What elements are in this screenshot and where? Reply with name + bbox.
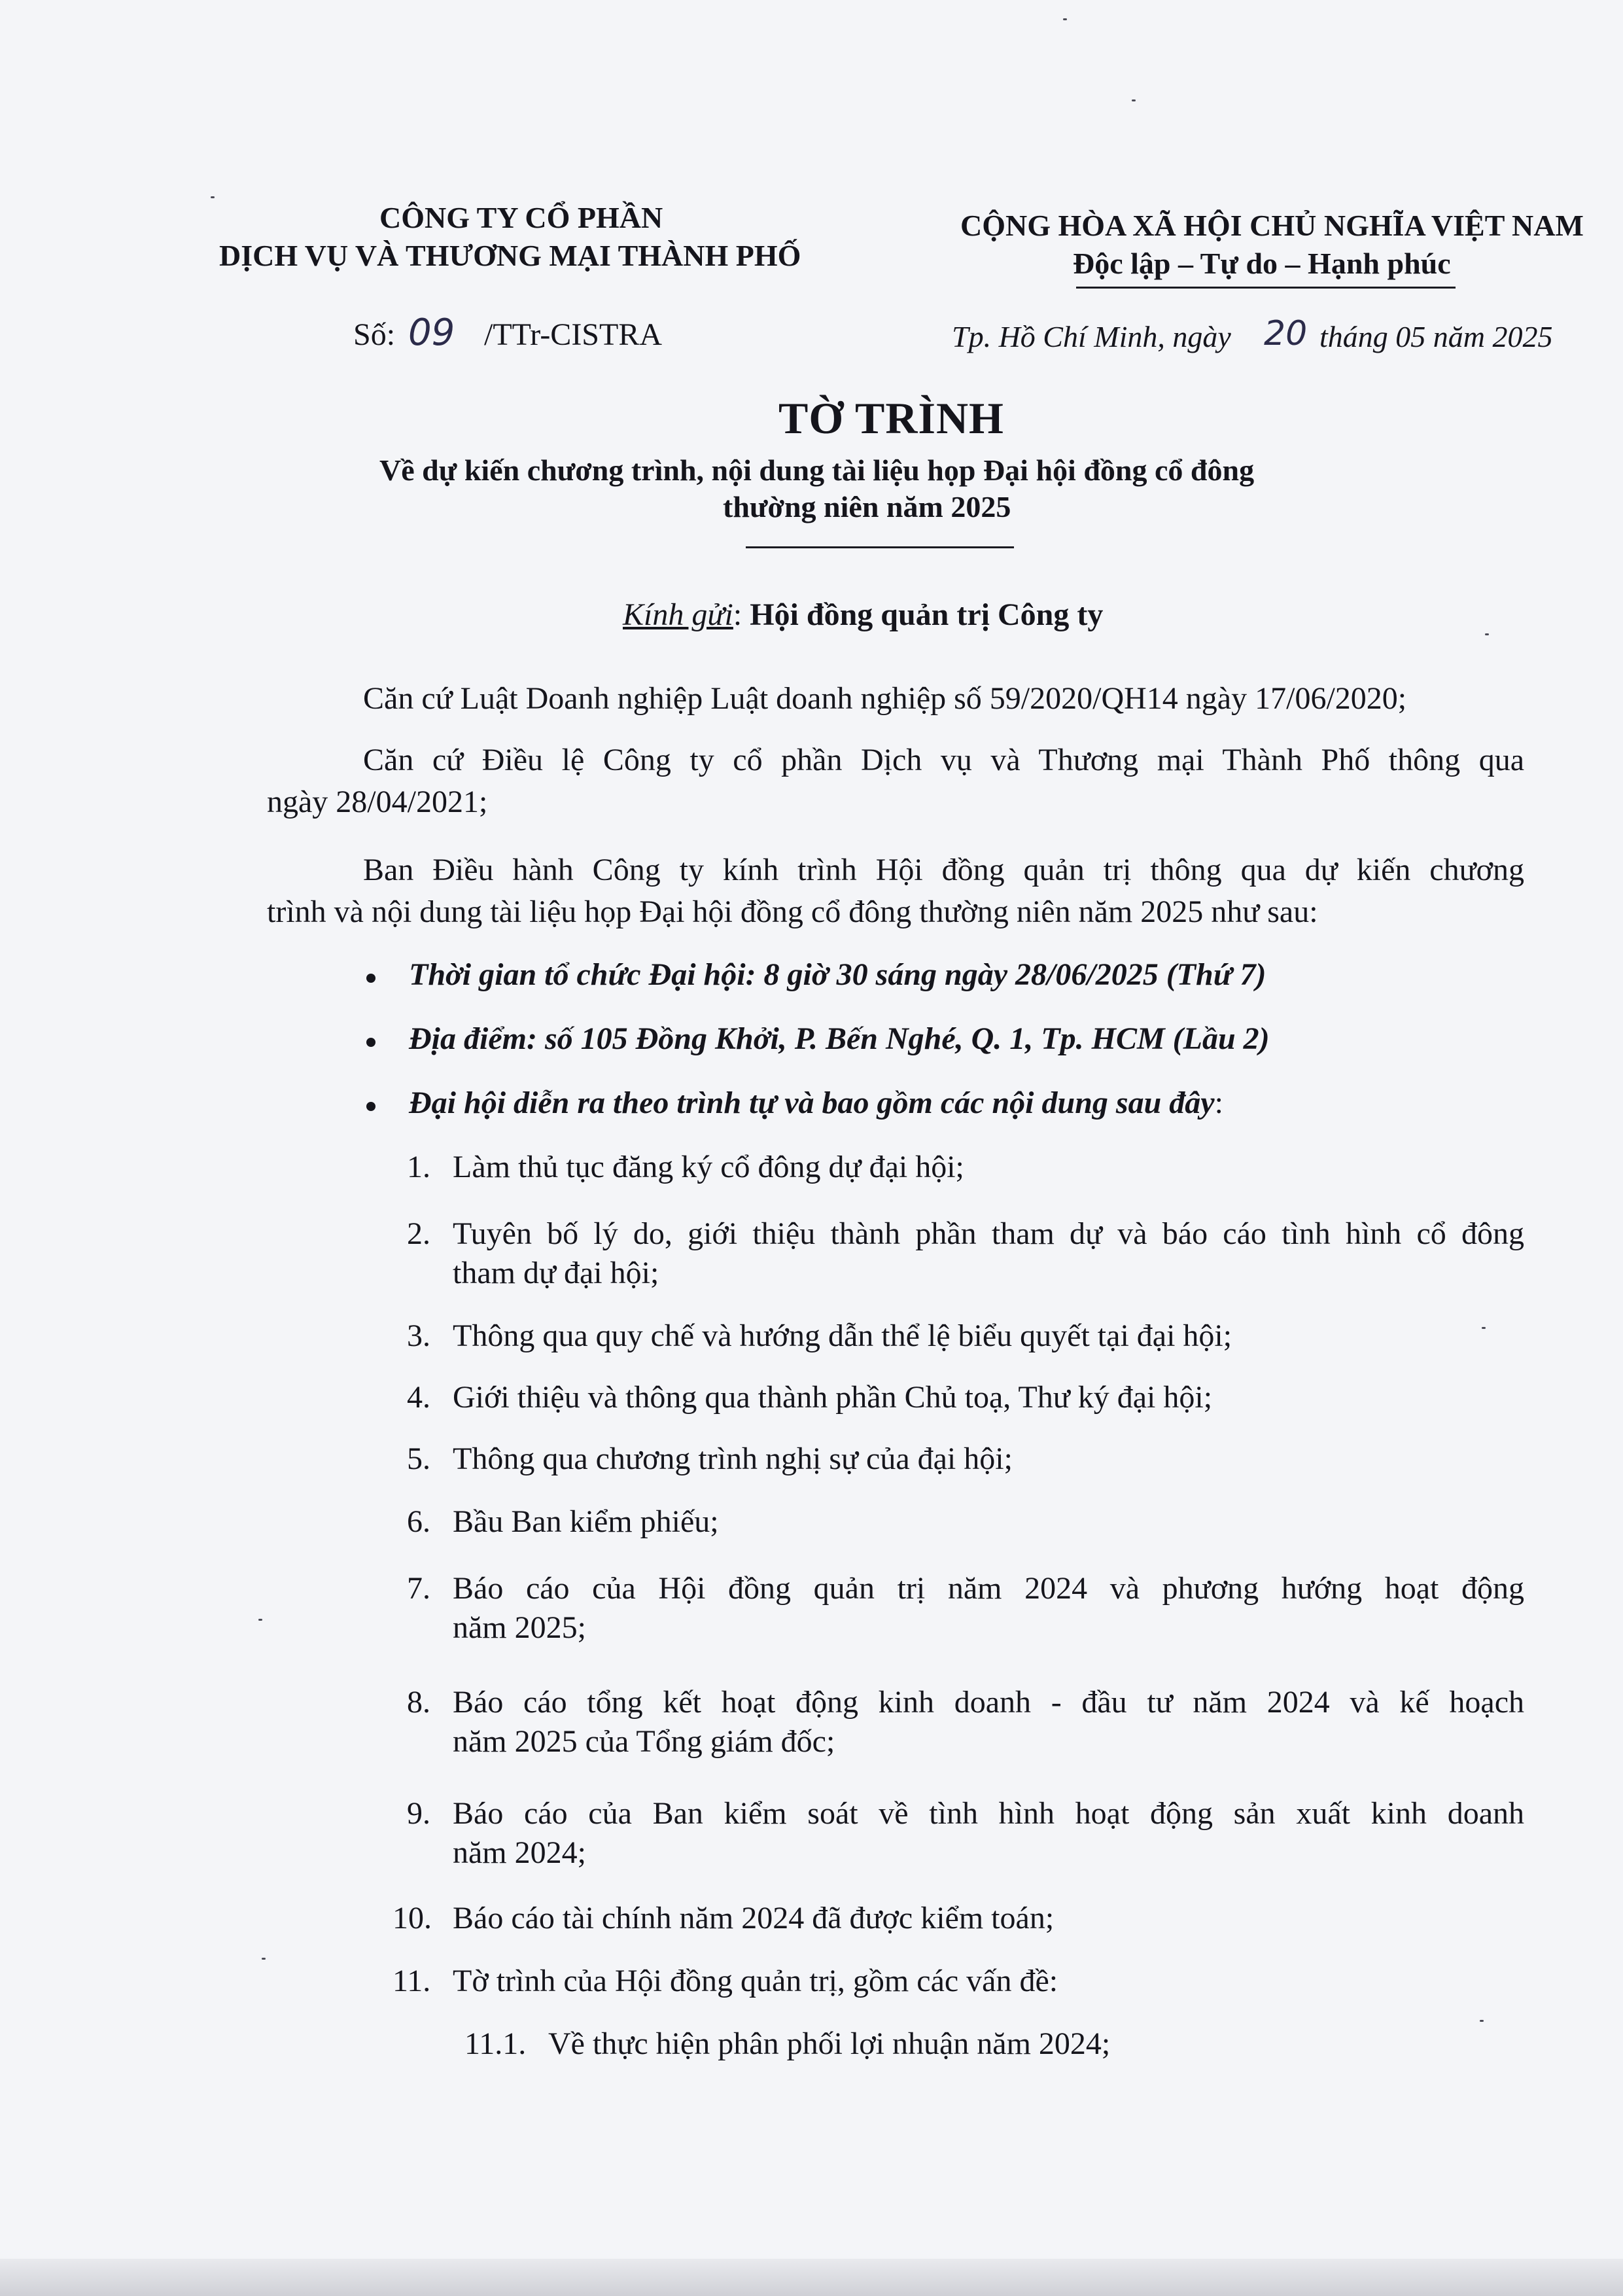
bullet-dot [366, 1038, 375, 1047]
doc-number-label: Số: [353, 317, 396, 352]
scan-speck [1485, 633, 1489, 635]
bullet-agenda-intro [409, 1085, 1223, 1121]
scan-bottom-edge [0, 2259, 1623, 2296]
scan-speck [1482, 1327, 1486, 1329]
recipient-colon: : [733, 597, 742, 632]
agenda-item-cont: năm 2025; [453, 1610, 586, 1645]
basis-charter-line1: Căn cứ Điều lệ Công ty cổ phần Dịch vụ và Thương mại Thành Phố thông qua [363, 743, 1524, 777]
recipient-value: Hội đồng quản trị Công ty [750, 597, 1104, 632]
scan-speck [258, 1619, 262, 1621]
agenda-number: 8. [407, 1685, 430, 1720]
agenda-number: 2. [407, 1216, 430, 1251]
proposal-intro-line2: trình và nội dung tài liệu họp Đại hội đồng cổ đông thường niên năm 2025 như sau: [267, 894, 1318, 929]
agenda-number: 9. [407, 1796, 430, 1831]
bullet-agenda-colon: : [1214, 1086, 1223, 1120]
agenda-item: Làm thủ tục đăng ký cổ đông dự đại hội; [453, 1150, 964, 1184]
place-date-suffix: tháng 05 năm 2025 [1319, 320, 1553, 353]
agenda-number: 1. [407, 1150, 430, 1184]
scan-speck [211, 196, 215, 198]
agenda-item-cont: tham dự đại hội; [453, 1256, 659, 1290]
scan-speck [1063, 18, 1067, 20]
nation-motto: Độc lập – Tự do – Hạnh phúc [1073, 247, 1451, 280]
title-underline [746, 546, 1014, 548]
agenda-number: 7. [407, 1571, 430, 1606]
doc-number-suffix: /TTr-CISTRA [484, 317, 662, 352]
document-subtitle-line1: Về dự kiến chương trình, nội dung tài liệu họp Đại hội đồng cổ đông [379, 453, 1255, 487]
document-subtitle-line2: thường niên năm 2025 [723, 490, 1011, 523]
agenda-item: Thông qua quy chế và hướng dẫn thể lệ biểu quyết tại đại hội; [453, 1318, 1232, 1353]
agenda-item: Bầu Ban kiểm phiếu; [453, 1504, 719, 1539]
company-name-line2: DỊCH VỤ VÀ THƯƠNG MẠI THÀNH PHỐ [219, 239, 801, 272]
agenda-item: Tuyên bố lý do, giới thiệu thành phần tham dự và báo cáo tình hình cổ đông [453, 1216, 1524, 1251]
bullet-dot [366, 1102, 375, 1111]
proposal-intro-line1: Ban Điều hành Công ty kính trình Hội đồng quản trị thông qua dự kiến chương [363, 853, 1524, 887]
date-day-handwritten: 20 [1264, 314, 1308, 353]
agenda-number: 3. [407, 1318, 430, 1353]
place-date-prefix: Tp. Hồ Chí Minh, ngày [952, 320, 1231, 353]
agenda-item-cont: năm 2025 của Tổng giám đốc; [453, 1724, 835, 1759]
agenda-item: Báo cáo của Ban kiểm soát về tình hình hoạt động sản xuất kinh doanh [453, 1796, 1524, 1831]
bullet-venue: Địa điểm: số 105 Đồng Khởi, P. Bến Nghé, Q. 1, Tp. HCM (Lầu 2) [409, 1021, 1270, 1056]
sub-agenda-number: 11.1. [464, 2026, 527, 2061]
agenda-number: 11. [393, 1964, 431, 1998]
scan-speck [1480, 2020, 1484, 2022]
sub-agenda-item: Về thực hiện phân phối lợi nhuận năm 2024; [548, 2026, 1111, 2061]
agenda-item: Thông qua chương trình nghị sự của đại hội; [453, 1441, 1013, 1476]
agenda-item: Tờ trình của Hội đồng quản trị, gồm các vấn đề: [453, 1964, 1058, 1998]
basis-charter-line2: ngày 28/04/2021; [267, 785, 488, 819]
nation-name: CỘNG HÒA XÃ HỘI CHỦ NGHĨA VIỆT NAM [960, 209, 1584, 242]
bullet-agenda-text: Đại hội diễn ra theo trình tự và bao gồm các nội dung sau đây [409, 1086, 1215, 1120]
agenda-number: 6. [407, 1504, 430, 1539]
bullet-dot [366, 974, 375, 983]
recipient-line [623, 597, 1103, 633]
bullet-time: Thời gian tổ chức Đại hội: 8 giờ 30 sáng ngày 28/06/2025 (Thứ 7) [409, 957, 1266, 992]
agenda-item: Báo cáo tổng kết hoạt động kinh doanh - đầu tư năm 2024 và kế hoạch [453, 1685, 1524, 1720]
agenda-item: Báo cáo của Hội đồng quản trị năm 2024 và phương hướng hoạt động [453, 1571, 1524, 1606]
scan-speck [1132, 99, 1136, 101]
agenda-number: 4. [407, 1380, 430, 1415]
agenda-item: Giới thiệu và thông qua thành phần Chủ toạ, Thư ký đại hội; [453, 1380, 1213, 1415]
agenda-item-cont: năm 2024; [453, 1835, 586, 1870]
company-name-line1: CÔNG TY CỔ PHẦN [379, 201, 663, 234]
document-title: TỜ TRÌNH [778, 393, 1004, 443]
doc-number-handwritten: 09 [408, 311, 455, 354]
motto-underline [1076, 287, 1456, 289]
agenda-number: 5. [407, 1441, 430, 1476]
agenda-number: 10. [393, 1901, 432, 1935]
agenda-item: Báo cáo tài chính năm 2024 đã được kiểm toán; [453, 1901, 1055, 1935]
basis-law: Căn cứ Luật Doanh nghiệp Luật doanh nghiệp số 59/2020/QH14 ngày 17/06/2020; [363, 681, 1407, 716]
recipient-label: Kính gửi [623, 597, 733, 632]
scan-speck [262, 1958, 266, 1960]
